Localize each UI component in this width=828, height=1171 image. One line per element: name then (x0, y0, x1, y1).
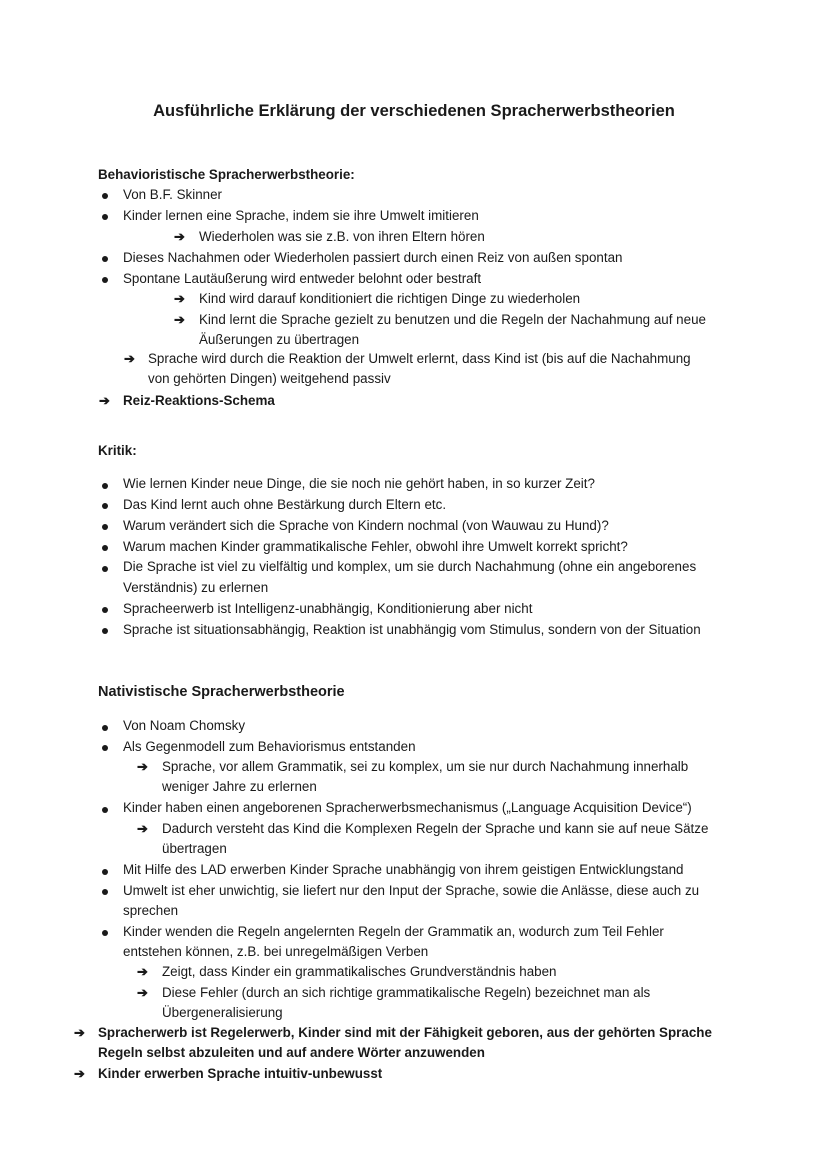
kritik-item-3: Warum verändert sich die Sprache von Kindern nochmal (von Wauwau zu Hund)? (123, 518, 609, 533)
bullet-icon (102, 725, 108, 731)
arrow-right-icon: ➔ (74, 1066, 85, 1081)
bullet-icon (102, 483, 108, 489)
bullet-icon (102, 628, 108, 634)
nativ-item-3-arrow-line-2: übertragen (162, 841, 227, 856)
bullet-icon (102, 889, 108, 895)
behavior-item-2-arrow-1: Wiederholen was sie z.B. von ihren Eltern hören (199, 229, 485, 244)
nativ-item-3: Kinder haben einen angeborenen Spracherwerbsmechanismus („Language Acquisition Device“) (123, 800, 692, 815)
kritik-item-6: Spracheerwerb ist Intelligenz-unabhängig, Konditionierung aber nicht (123, 601, 533, 616)
nativ-conclusion-2: Kinder erwerben Sprache intuitiv-unbewusst (98, 1066, 383, 1081)
arrow-right-icon: ➔ (174, 312, 185, 327)
bullet-icon (102, 807, 108, 813)
behavior-item-3: Dieses Nachahmen oder Wiederholen passiert durch einen Reiz von außen spontan (123, 250, 623, 265)
nativ-item-1: Von Noam Chomsky (123, 718, 246, 733)
nativ-item-2-arrow-line-2: weniger Jahre zu erlernen (162, 779, 317, 794)
bullet-icon (102, 869, 108, 875)
kritik-item-4: Warum machen Kinder grammatikalische Fehler, obwohl ihre Umwelt korrekt spricht? (123, 539, 628, 554)
nativ-item-3-arrow-line-1: Dadurch versteht das Kind die Komplexen Regeln der Sprache und kann sie auf neue Sätze (162, 821, 709, 836)
arrow-right-icon: ➔ (137, 964, 148, 979)
arrow-right-icon: ➔ (137, 985, 148, 1000)
bullet-icon (102, 545, 108, 551)
reiz-reaktions-schema: Reiz-Reaktions-Schema (123, 393, 275, 408)
nativ-conclusion-1-line-1: Spracherwerb ist Regelerwerb, Kinder sind mit der Fähigkeit geboren, aus der gehörten Sprache (98, 1025, 712, 1040)
behavior-conclusion-line-1: Sprache wird durch die Reaktion der Umwelt erlernt, dass Kind ist (bis auf die Nachahmung (148, 351, 691, 366)
nativ-item-6-arrow-1: Zeigt, dass Kinder ein grammatikalisches Grundverständnis haben (162, 964, 557, 979)
arrow-right-icon: ➔ (137, 821, 148, 836)
behavior-item-4-arrow-2-line-2: Äußerungen zu übertragen (199, 332, 360, 347)
bullet-icon (102, 745, 108, 751)
nativ-item-6-arrow-2-line-1: Diese Fehler (durch an sich richtige grammatikalische Regeln) bezeichnet man als (162, 985, 651, 1000)
behavior-item-4: Spontane Lautäußerung wird entweder belohnt oder bestraft (123, 271, 482, 286)
kritik-item-5-line-2: Verständnis) zu erlernen (123, 580, 269, 595)
bullet-icon (102, 607, 108, 613)
arrow-right-icon: ➔ (99, 393, 110, 408)
kritik-item-2: Das Kind lernt auch ohne Bestärkung durch Eltern etc. (123, 497, 447, 512)
bullet-icon (102, 566, 108, 572)
nativ-item-6-line-2: entstehen können, z.B. bei unregelmäßigen Verben (123, 944, 429, 959)
behavior-item-2: Kinder lernen eine Sprache, indem sie ihre Umwelt imitieren (123, 208, 479, 223)
nativ-item-5-line-2: sprechen (123, 903, 179, 918)
bullet-icon (102, 256, 108, 262)
bullet-icon (102, 277, 108, 283)
behavior-item-4-arrow-2-line-1: Kind lernt die Sprache gezielt zu benutzen und die Regeln der Nachahmung auf neue (199, 312, 706, 327)
kritik-item-1: Wie lernen Kinder neue Dinge, die sie noch nie gehört haben, in so kurzer Zeit? (123, 476, 595, 491)
nativ-item-2: Als Gegenmodell zum Behaviorismus entstanden (123, 739, 416, 754)
page-title: Ausführliche Erklärung der verschiedenen Spracherwerbstheorien (153, 102, 675, 120)
behavior-item-1: Von B.F. Skinner (123, 187, 222, 202)
nativ-item-5-line-1: Umwelt ist eher unwichtig, sie liefert nur den Input der Sprache, sowie die Anlässe, diese auch zu (123, 883, 700, 898)
nativ-item-4: Mit Hilfe des LAD erwerben Kinder Sprache unabhängig von ihrem geistigen Entwicklungstand (123, 862, 684, 877)
bullet-icon (102, 503, 108, 509)
arrow-right-icon: ➔ (174, 291, 185, 306)
arrow-right-icon: ➔ (74, 1025, 85, 1040)
nativ-item-6-arrow-2-line-2: Übergeneralisierung (162, 1005, 283, 1020)
behavior-item-4-arrow-1: Kind wird darauf konditioniert die richtigen Dinge zu wiederholen (199, 291, 581, 306)
arrow-right-icon: ➔ (124, 351, 135, 366)
behavior-heading: Behavioristische Spracherwerbstheorie: (98, 167, 355, 182)
bullet-icon (102, 193, 108, 199)
arrow-right-icon: ➔ (137, 759, 148, 774)
nativ-item-6-line-1: Kinder wenden die Regeln angelernten Regeln der Grammatik an, wodurch zum Teil Fehler (123, 924, 664, 939)
behavior-conclusion-line-2: von gehörten Dingen) weitgehend passiv (148, 371, 391, 386)
bullet-icon (102, 930, 108, 936)
bullet-icon (102, 524, 108, 530)
nativ-conclusion-1-line-2: Regeln selbst abzuleiten und auf andere Wörter anzuwenden (98, 1045, 485, 1060)
arrow-right-icon: ➔ (174, 229, 185, 244)
kritik-item-7: Sprache ist situationsabhängig, Reaktion ist unabhängig vom Stimulus, sondern von der Situation (123, 622, 701, 637)
nativ-heading: Nativistische Spracherwerbstheorie (98, 684, 345, 700)
nativ-item-2-arrow-line-1: Sprache, vor allem Grammatik, sei zu komplex, um sie nur durch Nachahmung innerhalb (162, 759, 689, 774)
bullet-icon (102, 214, 108, 220)
kritik-heading: Kritik: (98, 443, 137, 458)
kritik-item-5-line-1: Die Sprache ist viel zu vielfältig und komplex, um sie durch Nachahmung (ohne ein angeborenes (123, 559, 697, 574)
